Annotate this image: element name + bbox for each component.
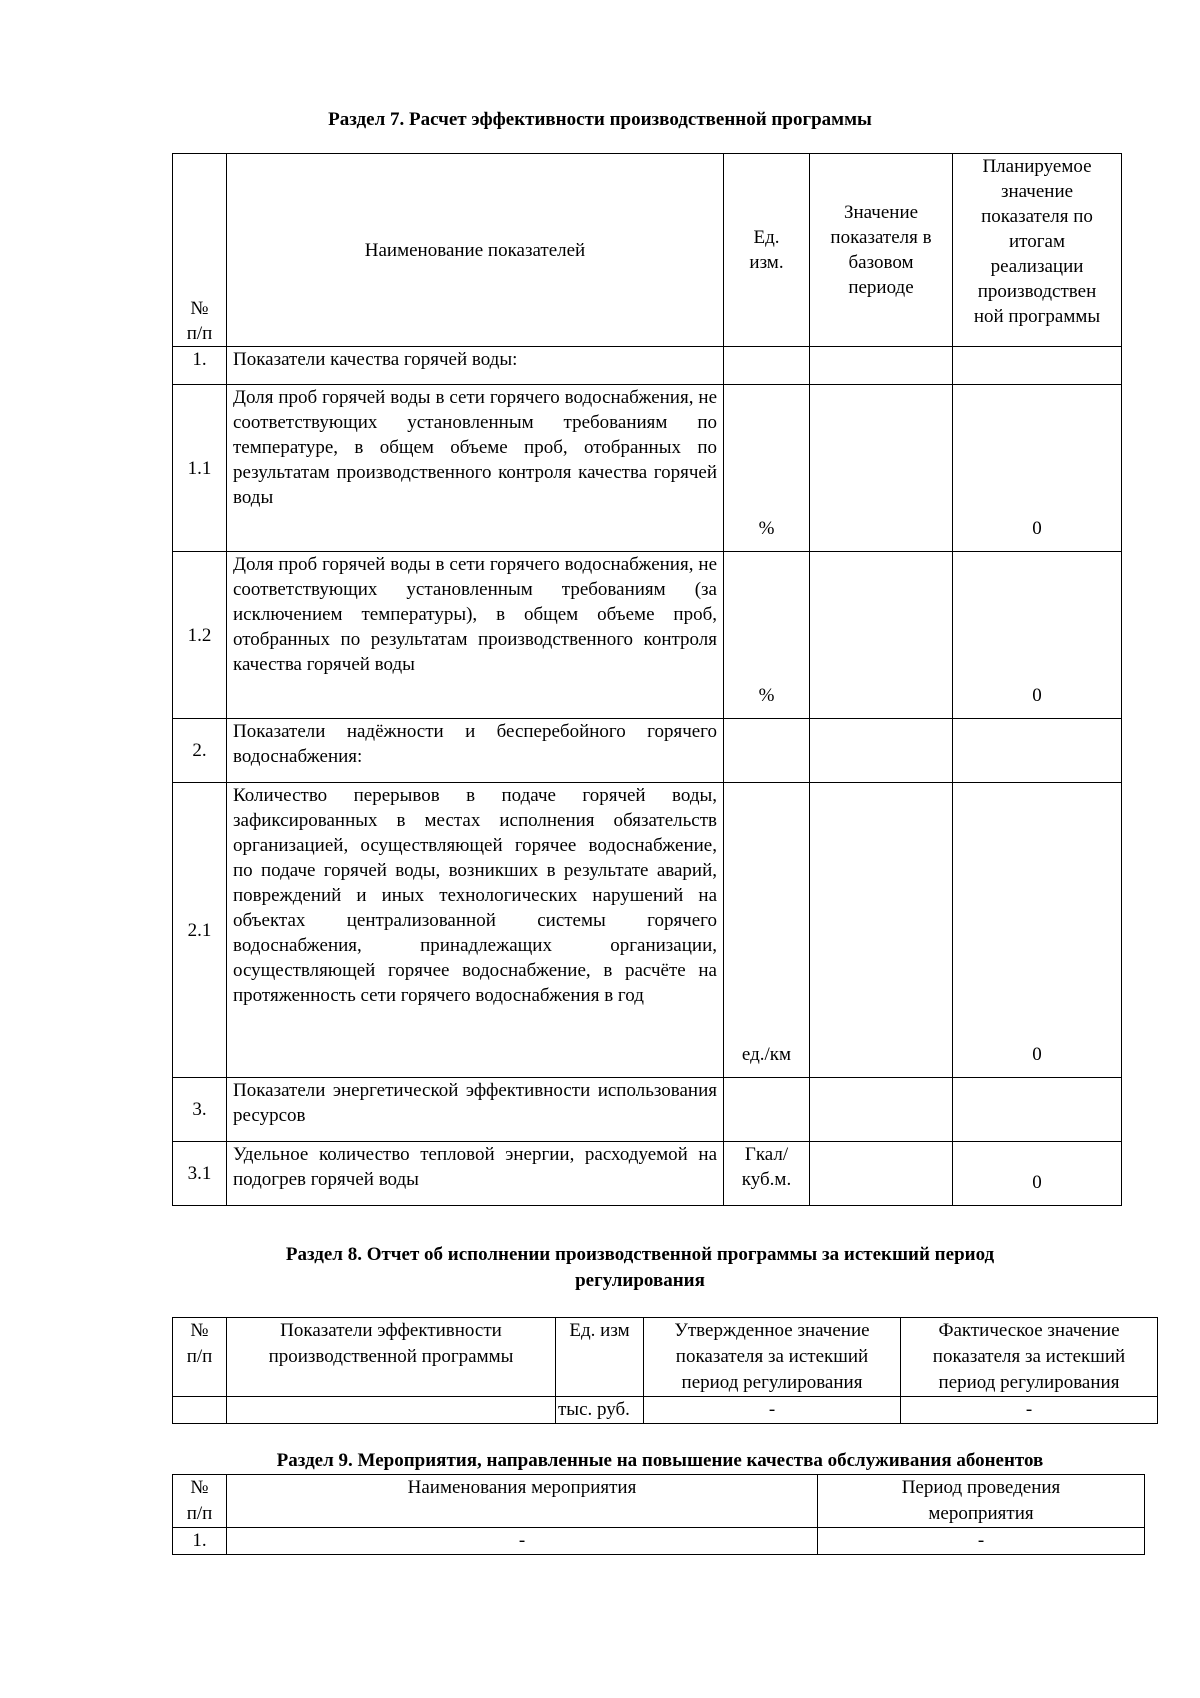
row-base: [810, 1078, 953, 1142]
row-name: Удельное количество тепловой энергии, расходуемой на подогрев горячей воды: [227, 1142, 724, 1206]
row-unit: Гкал/ куб.м.: [724, 1142, 810, 1206]
row-plan: [953, 719, 1122, 783]
section7-header-row: [173, 154, 1122, 347]
row-num: 1.: [173, 1528, 227, 1555]
section9-title: Раздел 9. Мероприятия, направленные на повышение качества обслуживания абонентов: [276, 1450, 1044, 1471]
row-plan: 0: [953, 1142, 1122, 1206]
section9-table: [172, 1474, 1145, 1555]
section9-header-row: [173, 1475, 1145, 1528]
table-row: [173, 1528, 1145, 1555]
row-period: -: [818, 1528, 1145, 1555]
row-base: [810, 347, 953, 385]
section8-title: Раздел 8. Отчет об исполнении производственной программы за истекший период регулирования: [285, 1244, 995, 1291]
row-base: [810, 385, 953, 552]
row-name: Количество перерывов в подаче горячей воды, зафиксированных в местах исполнения обязательств организацией, осуществляющей горячее водоснабжение, по подаче горячей воды, возникших в результате аварий, повреждений и иных технологических нарушений на объектах централизованной системы горячего водоснабжения, принадлежащих организации, осуществляющей горячее водоснабжение, в расчёте на протяженность сети горячего водоснабжения в год: [227, 783, 724, 1078]
section7-title: Раздел 7. Расчет эффективности производственной программы: [328, 109, 872, 130]
table-row: [173, 783, 1122, 1078]
header-approved: Утвержденное значение показателя за истекший период регулирования: [644, 1318, 901, 1397]
section8-header-row: [173, 1318, 1158, 1397]
row-approved: -: [644, 1397, 901, 1424]
section7-table: [172, 153, 1122, 1206]
row-name: Показатели энергетической эффективности использования ресурсов: [227, 1078, 724, 1142]
row-num: 3.: [173, 1078, 227, 1142]
row-unit: [724, 1078, 810, 1142]
table-row: [173, 1397, 1158, 1424]
row-base: [810, 719, 953, 783]
header-plan: Планируемое значение показателя по итогам реализации производствен ной программы: [953, 154, 1122, 347]
table-row: [173, 1078, 1122, 1142]
row-base: [810, 783, 953, 1078]
row-name: Показатели надёжности и бесперебойного горячего водоснабжения:: [227, 719, 724, 783]
row-num: 3.1: [173, 1142, 227, 1206]
row-plan: 0: [953, 552, 1122, 719]
row-name: Показатели качества горячей воды:: [227, 347, 724, 385]
row-name: Доля проб горячей воды в сети горячего водоснабжения, не соответствующих установленным требованиям по температуре, в общем объеме проб, отобранных по результатам производственного контроля качества горячей воды: [227, 385, 724, 552]
row-plan: [953, 347, 1122, 385]
header-name: Наименование показателей: [227, 154, 724, 347]
row-name: [227, 1397, 556, 1424]
row-num: 1.1: [173, 385, 227, 552]
header-actual: Фактическое значение показателя за истекший период регулирования: [901, 1318, 1158, 1397]
header-unit: Ед. изм: [556, 1318, 644, 1397]
row-plan: [953, 1078, 1122, 1142]
row-plan: 0: [953, 385, 1122, 552]
row-unit: [724, 347, 810, 385]
header-num: № п/п: [173, 1475, 227, 1528]
header-name: Показатели эффективности производственной программы: [227, 1318, 556, 1397]
row-num: 1.2: [173, 552, 227, 719]
row-unit: %: [724, 385, 810, 552]
table-row: [173, 719, 1122, 783]
row-num: 1.: [173, 347, 227, 385]
header-num: № п/п: [173, 154, 227, 347]
header-base: Значение показателя в базовом периоде: [810, 154, 953, 347]
row-unit: %: [724, 552, 810, 719]
row-unit: [724, 719, 810, 783]
header-num: № п/п: [173, 1318, 227, 1397]
row-plan: 0: [953, 783, 1122, 1078]
row-unit: тыс. руб.: [556, 1397, 644, 1424]
table-row: [173, 1142, 1122, 1206]
header-name: Наименования мероприятия: [227, 1475, 818, 1528]
row-num: [173, 1397, 227, 1424]
header-unit: Ед. изм.: [724, 154, 810, 347]
row-base: [810, 1142, 953, 1206]
table-row: [173, 385, 1122, 552]
row-base: [810, 552, 953, 719]
table-row: [173, 347, 1122, 385]
row-name: Доля проб горячей воды в сети горячего водоснабжения, не соответствующих установленным требованиям (за исключением температуры), в общем объеме проб, отобранных по результатам производственного контроля качества горячей воды: [227, 552, 724, 719]
section8-table: [172, 1317, 1158, 1424]
row-num: 2.1: [173, 783, 227, 1078]
row-unit: ед./км: [724, 783, 810, 1078]
row-name: -: [227, 1528, 818, 1555]
row-actual: -: [901, 1397, 1158, 1424]
row-num: 2.: [173, 719, 227, 783]
header-period: Период проведения мероприятия: [818, 1475, 1145, 1528]
table-row: [173, 552, 1122, 719]
